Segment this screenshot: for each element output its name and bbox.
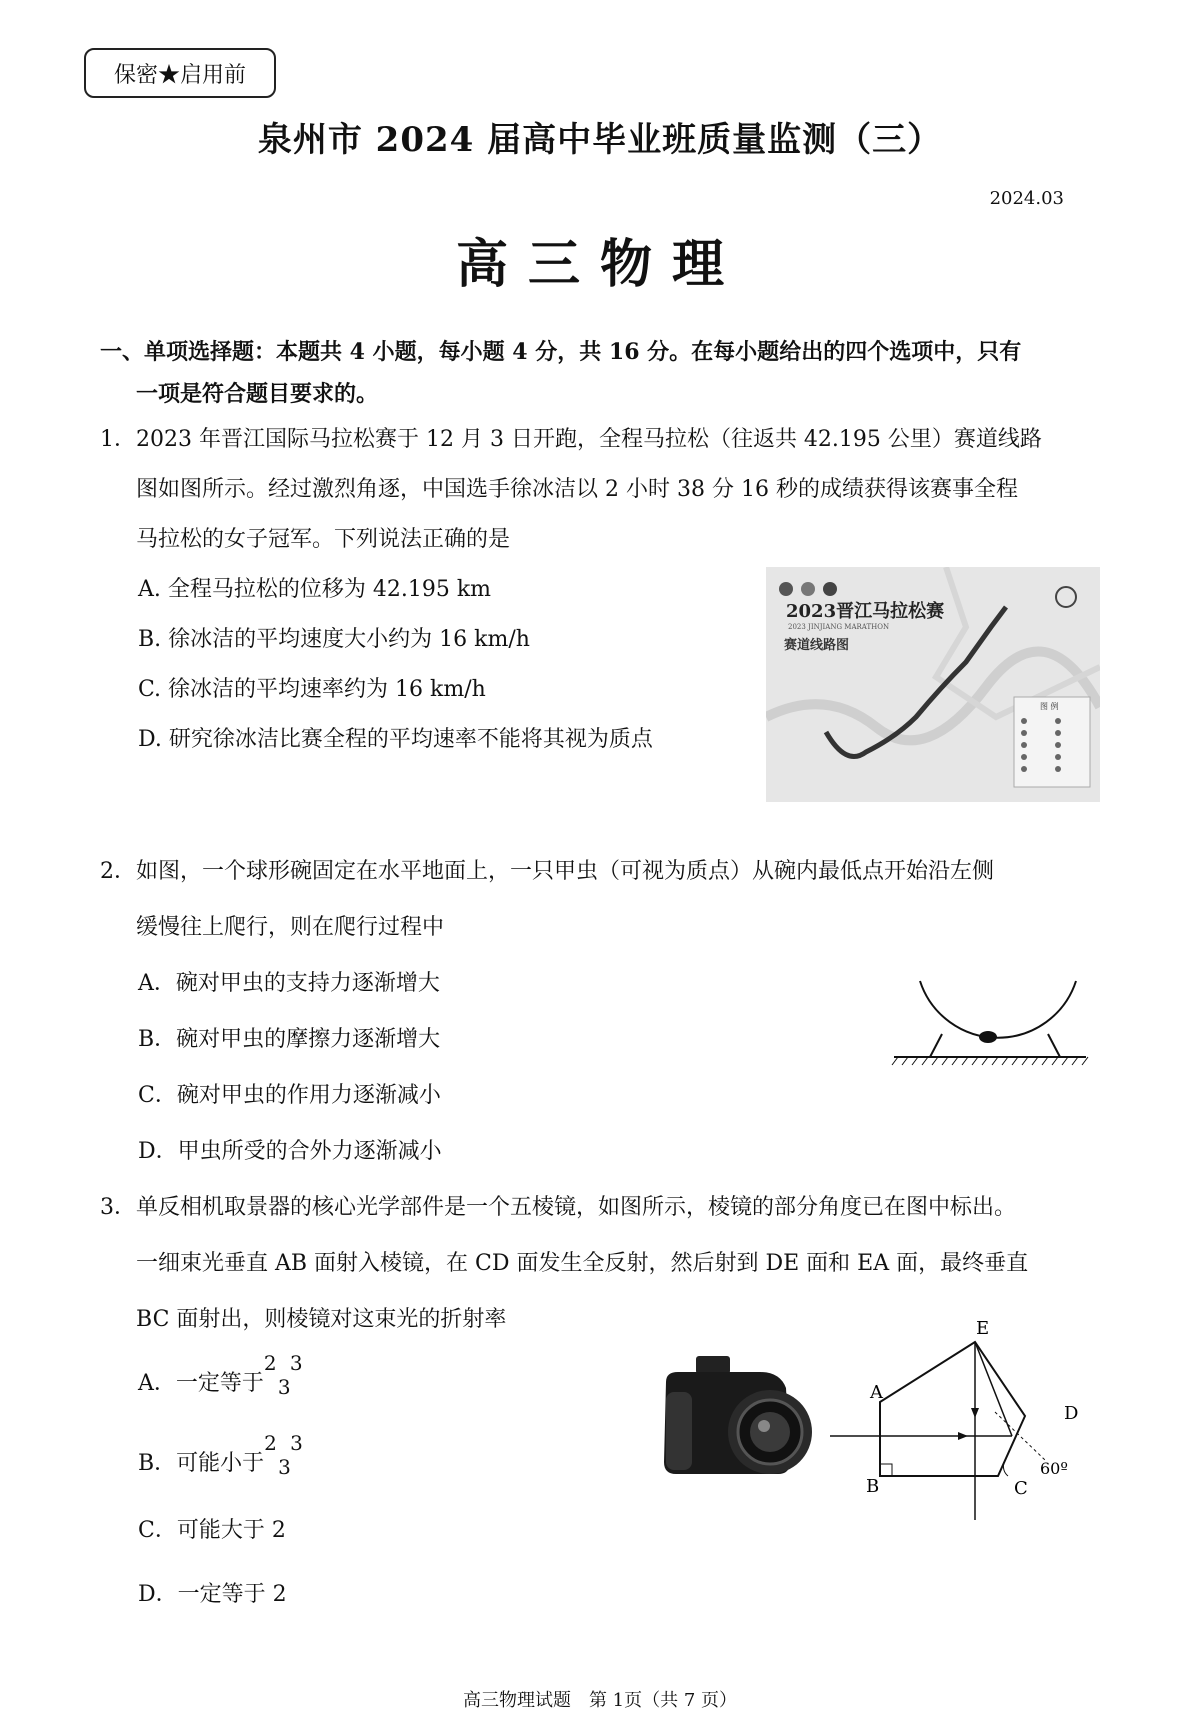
q3-option-a-label: A．一定等于 xyxy=(138,1371,264,1396)
subject-title: 高三物理 xyxy=(455,234,744,295)
q2-stem-line1: 2．如图，一个球形碗固定在水平地面上，一只甲虫（可视为质点）从碗内最低点开始沿左侧 xyxy=(100,859,995,884)
q1-option-d: D. 研究徐冰洁比赛全程的平均速率不能将其视为质点 xyxy=(138,727,653,752)
prism-label-b: B xyxy=(866,1476,880,1497)
prism-angle-label: 60º xyxy=(1040,1459,1068,1478)
section-heading-cont: 一项是符合题目要求的。 xyxy=(136,381,379,407)
map-subtitle: 2023 JINJIANG MARATHON xyxy=(788,623,890,631)
map-legend-title: 图 例 xyxy=(1040,702,1059,711)
frac-radicand: 3 xyxy=(290,1431,303,1455)
frac-denominator: 3 xyxy=(278,1455,291,1479)
pentaprism-diagram xyxy=(830,1312,1100,1527)
q3-option-c: C．可能大于 2 xyxy=(138,1518,286,1543)
fraction-2root3-over-3 xyxy=(264,1431,303,1479)
confidential-label: 保密★启用前 xyxy=(84,48,276,98)
q2-option-b: B．碗对甲虫的摩擦力逐渐增大 xyxy=(138,1027,441,1052)
prism-label-e: E xyxy=(976,1318,990,1339)
q2-stem-line2: 缓慢往上爬行，则在爬行过程中 xyxy=(136,915,445,940)
map-title: 2023晋江马拉松赛 xyxy=(786,601,945,622)
q1-option-b: B. 徐冰洁的平均速度大小约为 16 km/h xyxy=(138,627,530,652)
exam-date: 2024.03 xyxy=(989,188,1064,209)
q1-stem-line2: 图如图所示。经过激烈角逐，中国选手徐冰洁以 2 小时 38 分 16 秒的成绩获得该赛事全程 xyxy=(136,477,1018,502)
frac-radicand: 3 xyxy=(289,1351,303,1375)
fraction-2root3-over-3 xyxy=(263,1351,303,1399)
page-footer: 高三物理试题 第 1页（共 7 页） xyxy=(462,1690,738,1711)
bowl-diagram xyxy=(890,975,1090,1075)
frac-numerator: 2 xyxy=(263,1351,277,1375)
q3-stem-line2: 一细束光垂直 AB 面射入棱镜，在 CD 面发生全反射，然后射到 DE 面和 EA 面，最终垂直 xyxy=(136,1251,1029,1276)
q3-stem-line3: BC 面射出，则棱镜对这束光的折射率 xyxy=(136,1307,507,1332)
frac-numerator: 2 xyxy=(264,1431,277,1455)
q3-option-b xyxy=(138,1431,303,1479)
q3-option-a xyxy=(138,1351,303,1399)
q3-option-b-label: B．可能小于 xyxy=(138,1451,265,1476)
q1-option-c: C. 徐冰洁的平均速率约为 16 km/h xyxy=(138,677,486,702)
exam-title: 泉州市 2024 届高中毕业班质量监测（三） xyxy=(257,120,943,160)
camera-icon xyxy=(660,1352,820,1482)
q2-option-a: A．碗对甲虫的支持力逐渐增大 xyxy=(138,971,440,996)
prism-label-a: A xyxy=(870,1382,883,1403)
q3-option-d: D．一定等于 2 xyxy=(138,1582,287,1607)
q1-stem-line3: 马拉松的女子冠军。下列说法正确的是 xyxy=(136,527,511,552)
beetle-icon xyxy=(979,1031,997,1043)
prism-label-d: D xyxy=(1064,1403,1079,1424)
frac-denominator: 3 xyxy=(277,1375,291,1399)
q1-stem-line1: 1．2023 年晋江国际马拉松赛于 12 月 3 日开跑，全程马拉松（往返共 42.195 公里）赛道线路 xyxy=(100,427,1042,452)
q2-option-c: C．碗对甲虫的作用力逐渐减小 xyxy=(138,1083,441,1108)
map-route-label: 赛道线路图 xyxy=(784,638,850,653)
marathon-route-map xyxy=(766,567,1100,802)
prism-label-c: C xyxy=(1014,1478,1028,1499)
q1-option-a: A. 全程马拉松的位移为 42.195 km xyxy=(138,577,492,602)
section-heading: 一、单项选择题：本题共 4 小题，每小题 4 分，共 16 分。在每小题给出的四个选项中，只有 xyxy=(100,339,1022,365)
q2-option-d: D．甲虫所受的合外力逐渐减小 xyxy=(138,1139,442,1164)
q3-stem-line1: 3．单反相机取景器的核心光学部件是一个五棱镜，如图所示，棱镜的部分角度已在图中标出。 xyxy=(100,1195,1017,1220)
